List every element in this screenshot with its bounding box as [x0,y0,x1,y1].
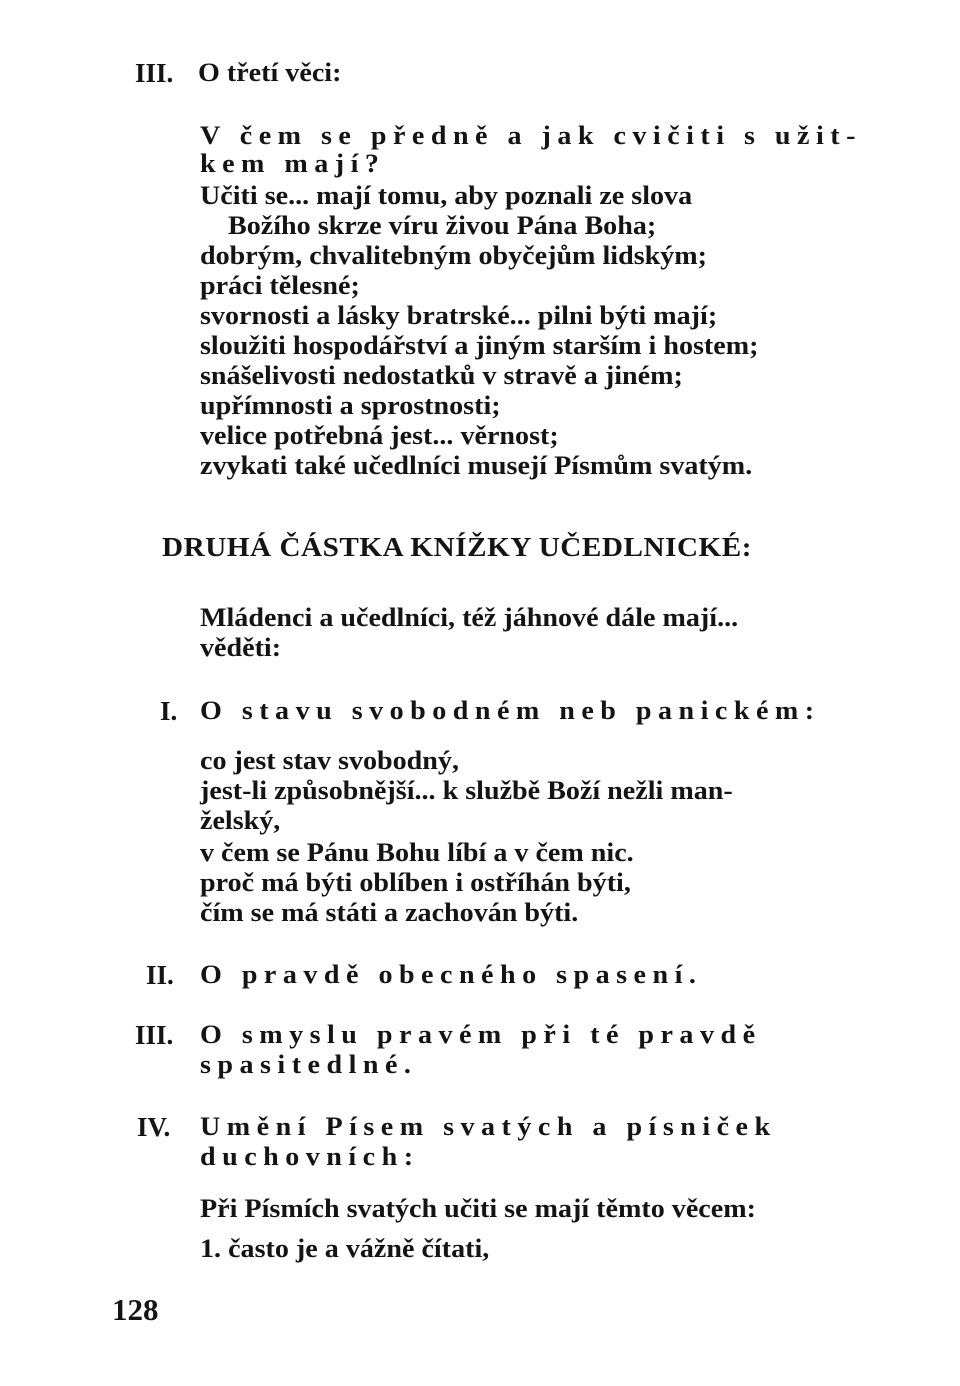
item-number: II. [146,960,174,990]
item-title: Umění Písem svatých a písniček [200,1112,777,1141]
section-title: O třetí věci: [198,58,342,87]
intro-line: věděti: [200,633,282,662]
text-line: Při Písmích svatých učiti se mají těmto věcem: [200,1194,756,1223]
item-title: O stavu svobodném neb panickém: [200,696,821,725]
text-line: zvykati také učedlníci musejí Písmům svatým. [200,451,753,480]
text-line: velice potřebná jest... věrnost; [200,421,559,450]
text-line: upřímnosti a sprostnosti; [200,391,501,420]
text-line: želský, [200,806,281,835]
text-line: Božího skrze víru živou Pána Boha; [228,211,657,240]
item-number: III. [135,1020,174,1050]
text-line: práci tělesné; [200,271,360,300]
spaced-question-line-1: V čem se předně a jak cvičiti s užit- [200,121,862,150]
item-title: duchovních: [200,1142,420,1171]
text-line: svornosti a lásky bratrské... pilni býti mají; [200,301,718,330]
part-heading: DRUHÁ ČÁSTKA KNÍŽKY UČEDLNICKÉ: [162,532,753,562]
text-line: 1. často je a vážně čítati, [200,1234,490,1263]
intro-line: Mládenci a učedlníci, též jáhnové dále mají... [200,603,739,632]
item-number: IV. [137,1112,171,1142]
item-title: O smyslu pravém při té pravdě [200,1020,762,1049]
text-line: Učiti se... mají tomu, aby poznali ze slova [200,181,693,210]
text-line: co jest stav svobodný, [200,746,459,775]
text-line: jest-li způsobnější... k službě Boží nežli man- [200,776,733,805]
text-line: čím se má státi a zachován býti. [200,898,579,927]
spaced-question-line-2: kem mají? [200,149,386,178]
item-title: spasitedlné. [200,1050,418,1079]
text-line: v čem se Pánu Bohu líbí a v čem nic. [200,838,634,867]
text-line: sloužiti hospodářství a jiným starším i hostem; [200,331,759,360]
text-line: snášelivosti nedostatků v stravě a jiném; [200,361,683,390]
item-title: O pravdě obecného spasení. [200,960,703,989]
text-line: proč má býti oblíben i ostříhán býti, [200,868,631,897]
item-number: I. [160,696,178,726]
page-number: 128 [112,1292,159,1327]
section-number: III. [135,58,174,88]
text-line: dobrým, chvalitebným obyčejům lidským; [200,241,708,270]
